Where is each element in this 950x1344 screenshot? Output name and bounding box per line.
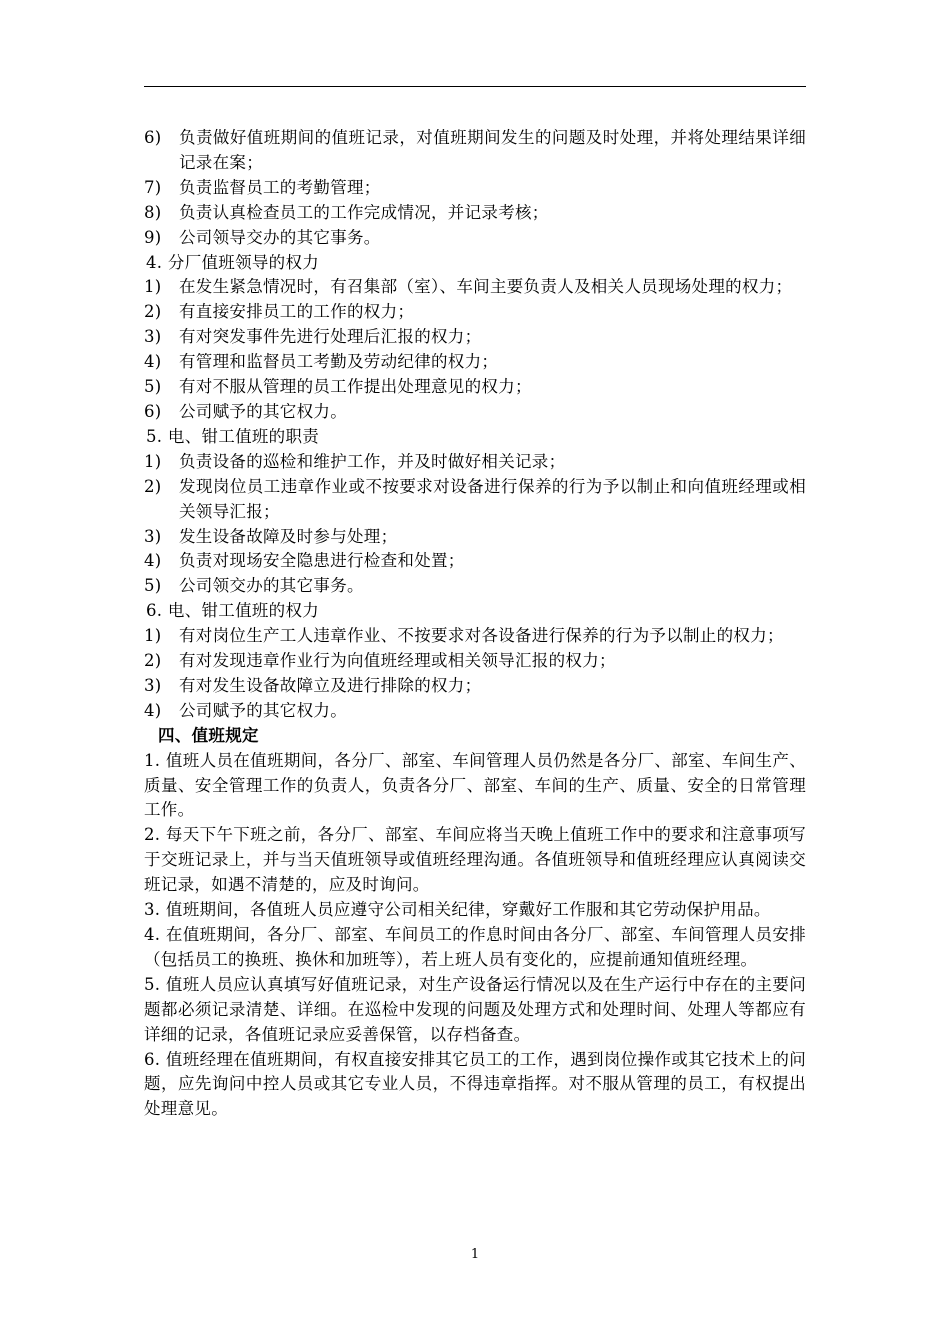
list-item-text: 负责监督员工的考勤管理；: [179, 177, 381, 197]
list-item-number: 9): [144, 227, 162, 247]
list-item: [144, 450, 806, 475]
list-item-text: 公司赋予的其它权力。: [179, 700, 347, 720]
section-heading-4: 4. 分厂值班领导的权力: [146, 252, 320, 272]
list-item: [144, 126, 806, 176]
list-item-number: 3): [144, 675, 162, 695]
list-item-number: 6): [144, 128, 162, 147]
list-item-number: 3): [144, 327, 162, 347]
rule-paragraph: 5. 值班人员应认真填写好值班记录，对生产设备运行情况以及在生产运行中存在的主要问题都必须记录清楚、详细。在巡检中发现的问题及处理方式和处理时间、处理人等都应有详细的记录，各值班记录应妥善保管，以存档备查。: [144, 974, 806, 1044]
list-item-text: 有对发生设备故障立及进行排除的权力；: [179, 675, 482, 695]
list-item-number: 1): [144, 626, 162, 646]
list-item-text: 发生设备故障及时参与处理；: [179, 526, 398, 546]
section-title-duty-rules: 四、值班规定: [158, 725, 259, 745]
list-item-text: 有对发现违章作业行为向值班经理或相关领导汇报的权力；: [179, 651, 616, 671]
list-item: [144, 325, 806, 350]
list-item-text: 公司领交办的其它事务。: [179, 576, 364, 596]
document-body: [144, 126, 806, 1122]
list-item-text: 负责认真检查员工的工作完成情况，并记录考核；: [179, 202, 549, 222]
list-item-text: 公司领导交办的其它事务。: [179, 227, 381, 247]
list-item: [144, 649, 806, 674]
list-item-number: 1): [144, 277, 162, 297]
list-item: [144, 525, 806, 550]
electrician-duties-list: [144, 450, 806, 599]
list-item: [144, 201, 806, 226]
list-item: [144, 275, 806, 300]
list-item: [144, 400, 806, 425]
rule-paragraph: 1. 值班人员在值班期间，各分厂、部室、车间管理人员仍然是各分厂、部室、车间生产、质量、安全管理工作的负责人，负责各分厂、部室、车间的生产、质量、安全的日常管理工作。: [144, 750, 806, 820]
list-item-number: 8): [144, 202, 162, 222]
list-item-number: 4): [144, 700, 162, 720]
duty-rules-paragraphs: [144, 749, 806, 1123]
rule-paragraph: 4. 在值班期间，各分厂、部室、车间员工的作息时间由各分厂、部室、车间管理人员安排（包括员工的换班、换休和加班等），若上班人员有变化的，应提前通知值班经理。: [144, 925, 806, 969]
section-heading-5: 5. 电、钳工值班的职责: [146, 426, 320, 446]
list-item-text: 负责设备的巡检和维护工作，并及时做好相关记录；: [179, 451, 566, 471]
list-item: [144, 699, 806, 724]
list-item: [144, 674, 806, 699]
duty-list-continued: [144, 126, 806, 251]
list-item-number: 5): [144, 377, 162, 397]
list-item-number: 4): [144, 352, 162, 372]
section-heading-6: 6. 电、钳工值班的权力: [146, 601, 320, 621]
rule-paragraph: 3. 值班期间，各值班人员应遵守公司相关纪律，穿戴好工作服和其它劳动保护用品。: [144, 900, 771, 920]
list-item-number: 2): [144, 651, 162, 671]
list-item: [144, 475, 806, 525]
electrician-powers-list: [144, 624, 806, 724]
list-item-text: 有直接安排员工的工作的权力；: [179, 302, 415, 322]
header-rule: [144, 86, 806, 87]
list-item-text: 公司赋予的其它权力。: [179, 401, 347, 421]
list-item-number: 6): [144, 401, 162, 421]
leader-powers-list: [144, 275, 806, 424]
list-item: [144, 624, 806, 649]
list-item: [144, 176, 806, 201]
list-item-number: 1): [144, 451, 162, 471]
rule-paragraph: 6. 值班经理在值班期间，有权直接安排其它员工的工作，遇到岗位操作或其它技术上的问题，应先询问中控人员或其它专业人员，不得违章指挥。对不服从管理的员工，有权提出处理意见。: [144, 1049, 806, 1119]
list-item-text: 在发生紧急情况时，有召集部（室）、车间主要负责人及相关人员现场处理的权力；: [179, 277, 793, 297]
list-item: [144, 300, 806, 325]
rule-paragraph: 2. 每天下午下班之前，各分厂、部室、车间应将当天晚上值班工作中的要求和注意事项写于交班记录上，并与当天值班领导或值班经理沟通。各值班领导和值班经理应认真阅读交班记录，如遇不清楚的，应及时询问。: [144, 825, 806, 895]
list-item-text: 有对不服从管理的员工作提出处理意见的权力；: [179, 377, 532, 397]
list-item-number: 3): [144, 526, 162, 546]
list-item-text: 有对突发事件先进行处理后汇报的权力；: [179, 327, 482, 347]
list-item-text: 有管理和监督员工考勤及劳动纪律的权力；: [179, 352, 499, 372]
list-item: [144, 350, 806, 375]
list-item-text: 有对岗位生产工人违章作业、不按要求对各设备进行保养的行为予以制止的权力；: [179, 626, 784, 646]
page-number: 1: [470, 1247, 480, 1262]
list-item-text: 发现岗位员工违章作业或不按要求对设备进行保养的行为予以制止和向值班经理或相关领导汇报；: [179, 476, 806, 521]
list-item: [144, 226, 806, 251]
list-item-number: 5): [144, 576, 162, 596]
list-item-number: 2): [144, 302, 162, 322]
list-item: [144, 375, 806, 400]
list-item-number: 7): [144, 177, 162, 197]
list-item-number: 2): [144, 476, 162, 496]
list-item: [144, 549, 806, 574]
list-item: [144, 574, 806, 599]
list-item-text: 负责做好值班期间的值班记录，对值班期间发生的问题及时处理，并将处理结果详细记录在案；: [179, 128, 806, 172]
list-item-number: 4): [144, 551, 162, 571]
list-item-text: 负责对现场安全隐患进行检查和处置；: [179, 551, 465, 571]
